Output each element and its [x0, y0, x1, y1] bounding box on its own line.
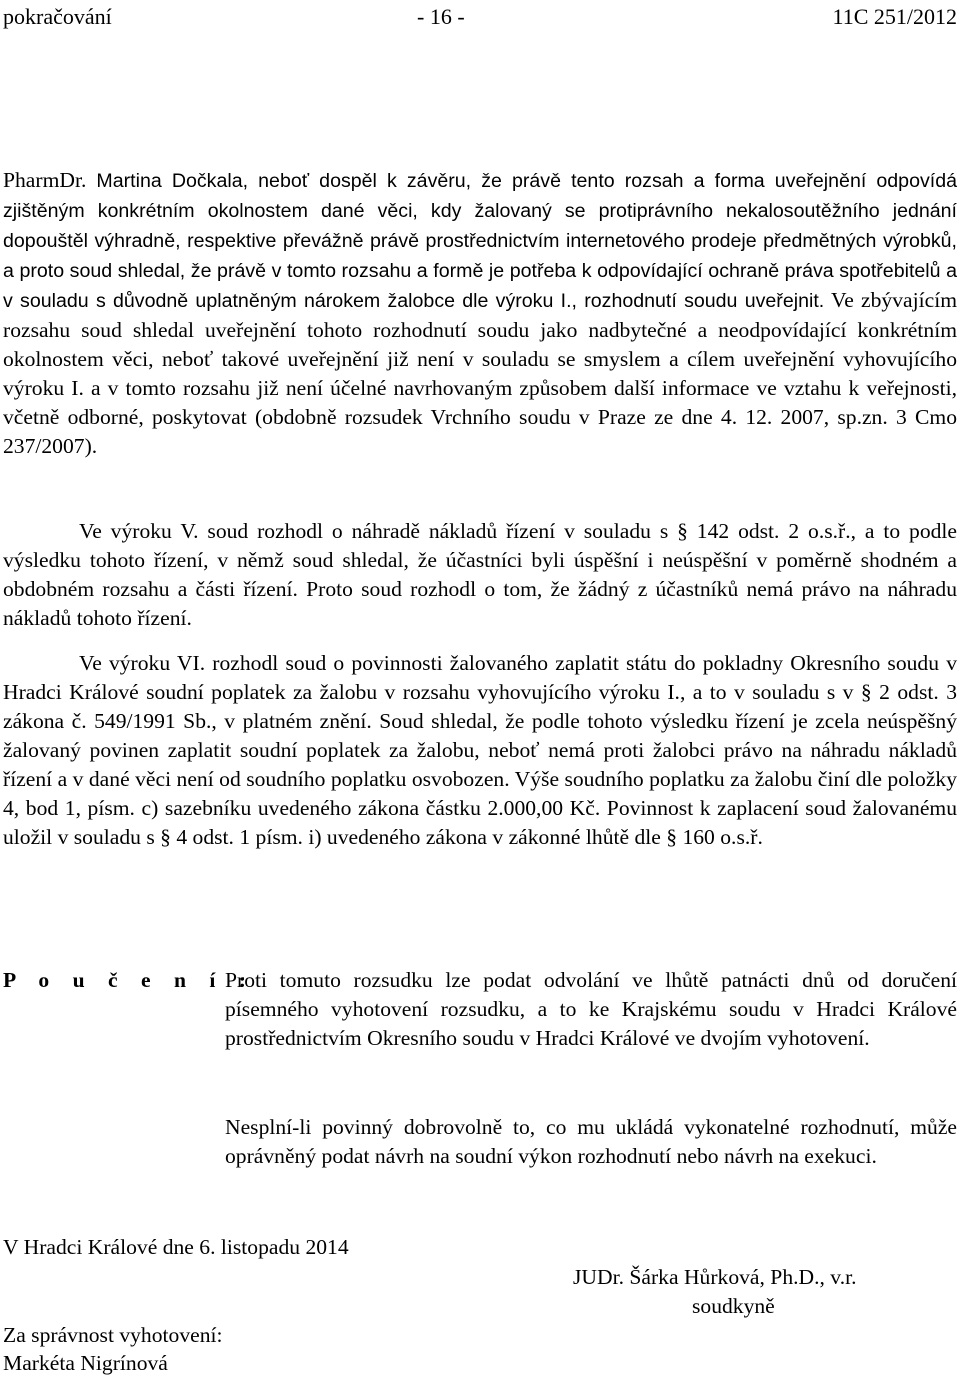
- paragraph-publication: [3, 166, 957, 461]
- header-continuation: pokračování: [3, 4, 112, 29]
- page-header: [3, 2, 957, 32]
- paragraph-serif-tail: a v tomto rozsahu již není účelné navrhovaným způsobem další informace ve vztahu k veřejnosti, včetně odborné, poskytovat (obdobně rozsudek Vrchního soudu v Praze ze dne 4. 12. 2007, sp.zn. 3 Cmo 237/2007).: [3, 376, 957, 458]
- case-number: 11C 251/2012: [832, 4, 957, 29]
- place-and-date: V Hradci Králové dne 6. listopadu 2014: [3, 1235, 349, 1259]
- paragraph-sans-part: Martina Dočkala, neboť dospěl k závěru, že právě tento rozsah a forma uveřejnění odpovídá zjištěným konkrétním okolnostem dané věci, kdy žalovaný se protiprávního nekalosoutěžního jednání dopouštěl výhradně, respektive převážně právě prostřednictvím internetového prodeje předmětných výrobků, a proto soud shledal, že právě v tomto rozsahu a formě je potřeba k odpovídající ochraně práva spotřebitelů a v souladu s důvodně uplatněným nárokem žalobce dle výroku I., rozhodnutí soudu uveřejnit.: [3, 170, 957, 312]
- judge-name: JUDr. Šárka Hůrková, Ph.D., v.r.: [573, 1265, 857, 1289]
- judge-role: soudkyně: [692, 1294, 775, 1318]
- page-number: - 16 -: [417, 4, 465, 29]
- instruction-enforcement: Nesplní-li povinný dobrovolně to, co mu ukládá vykonatelné rozhodnutí, může oprávněný podat návrh na soudní výkon rozhodnutí nebo návrh na exekuci.: [225, 1115, 957, 1168]
- instruction-appeal: Proti tomuto rozsudku lze podat odvolání ve lhůtě patnácti dnů od doručení písemného vyhotovení rozsudku, a to ke Krajskému soudu v Hradci Králové prostřednictvím Okresního soudu v Hradci Králové ve dvojím vyhotovení.: [225, 968, 957, 1050]
- correctness-label: Za správnost vyhotovení:: [3, 1323, 223, 1347]
- paragraph-court-fee: Ve výroku VI. rozhodl soud o povinnosti žalovaného zaplatit státu do pokladny Okresního soudu v Hradci Králové soudní poplatek za žalobu v rozsahu vyhovujícího výroku I., a to v souladu s v § 2 odst. 3 zákona č. 549/1991 Sb., v platném znění. Soud shledal, že podle tohoto výsledku řízení je zcela neúspěšný žalovaný povinen zaplatit soudní poplatek za žalobu, neboť nemá proti žalobci právo na náhradu nákladů řízení a v dané věci není od soudního poplatku osvobozen. Výše soudního poplatku za žalobu činí dle položky 4, bod 1, písm. c) sazebníku uvedeného zákona částku 2.000,00 Kč. Povinnost k zaplacení soud žalovanému uložil v souladu s § 4 odst. 1 písm. i) uvedeného zákona v zákonné lhůtě dle § 160 o.s.ř.: [3, 651, 957, 849]
- paragraph-serif-part: Ve zbývajícím rozsahu soud shledal uveřejnění tohoto rozhodnutí soudu jako nadbytečné a neodpovídající konkrétním okolnostem věci, neboť takové uveřejnění již není v souladu se smyslem a cílem uveřejnění vyhovujícího výroku I.: [3, 288, 957, 400]
- instruction-label: P o u č e n í :: [3, 968, 255, 992]
- paragraph-lead: PharmDr.: [3, 168, 97, 192]
- correctness-name: Markéta Nigrínová: [3, 1351, 168, 1375]
- paragraph-costs: Ve výroku V. soud rozhodl o náhradě nákladů řízení v souladu s § 142 odst. 2 o.s.ř., a to podle výsledku tohoto řízení, v němž soud shledal, že účastníci byli úspěšní i neúspěšní v poměrně shodném a obdobném rozsahu a části řízení. Proto soud rozhodl o tom, že žádný z účastníků nemá právo na náhradu nákladů tohoto řízení.: [3, 519, 957, 630]
